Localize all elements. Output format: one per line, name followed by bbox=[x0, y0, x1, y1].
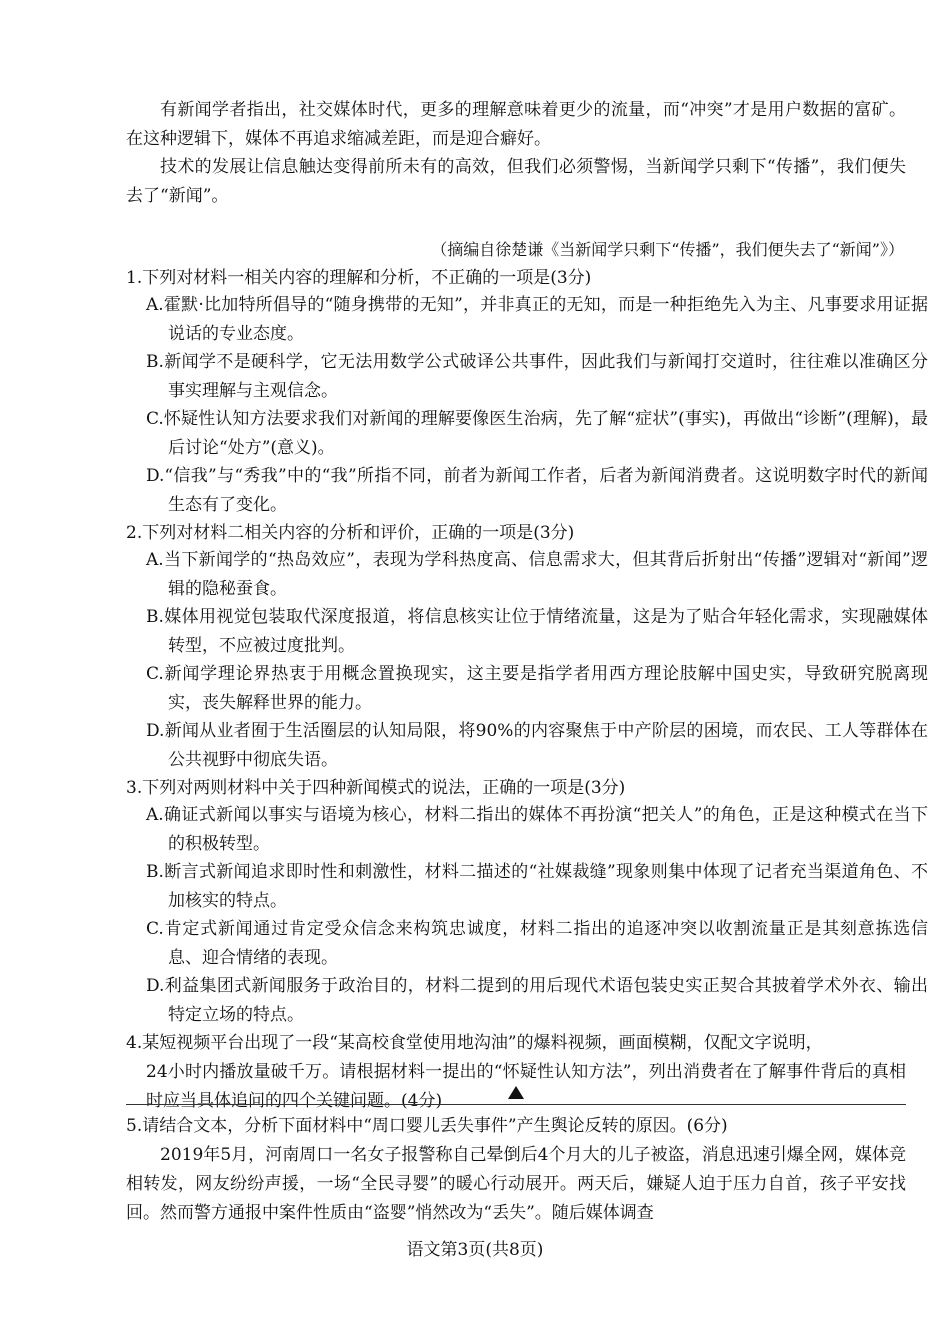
question-1-option-a: A.霍默·比加特所倡导的“随身携带的无知”，并非真正的无知，而是一种拒绝先入为主、凡事要求用证据说话的专业态度。 bbox=[146, 295, 928, 344]
material-paragraph-2: 技术的发展让信息触达变得前所未有的高效，但我们必须警惕，当新闻学只剩下“传播”，我们便失去了“新闻”。 bbox=[126, 157, 906, 206]
question-2-stem: 2.下列对材料二相关内容的分析和评价，正确的一项是(3分) bbox=[126, 523, 575, 543]
question-3-option-c: C.肯定式新闻通过肯定受众信念来构筑忠诚度，材料二指出的追逐冲突以收割流量正是其刻意拣选信息、迎合情绪的表现。 bbox=[146, 919, 928, 968]
question-1-option-c: C.怀疑性认知方法要求我们对新闻的理解要像医生治病，先了解“症状”(事实)，再做出“诊断”(理解)，最后讨论“处方”(意义)。 bbox=[146, 409, 928, 458]
material-source: （摘编自徐楚谦《当新闻学只剩下“传播”，我们便失去了“新闻”》） bbox=[431, 240, 904, 259]
question-2-option-a: A.当下新闻学的“热岛效应”，表现为学科热度高、信息需求大，但其背后折射出“传播”逻辑对“新闻”逻辑的隐秘蚕食。 bbox=[146, 550, 928, 599]
material-paragraph-1: 有新闻学者指出，社交媒体时代，更多的理解意味着更少的流量，而“冲突”才是用户数据的富矿。在这种逻辑下，媒体不再追求缩减差距，而是迎合癖好。 bbox=[126, 100, 906, 149]
question-3-stem: 3.下列对两则材料中关于四种新闻模式的说法，正确的一项是(3分) bbox=[126, 778, 626, 798]
question-5-material: 2019年5月，河南周口一名女子报警称自己晕倒后4个月大的儿子被盗，消息迅速引爆全网，媒体竞相转发，网友纷纷声援，一场“全民寻婴”的暖心行动展开。两天后，嫌疑人迫于压力自首，孩子平安找回。然而警方通报中案件性质由“盗婴”悄然改为“丢失”。随后媒体调查 bbox=[126, 1145, 906, 1223]
section-divider bbox=[126, 1104, 906, 1105]
question-2-option-c: C.新闻学理论界热衷于用概念置换现实，这主要是指学者用西方理论肢解中国史实，导致研究脱离现实，丧失解释世界的能力。 bbox=[146, 664, 928, 713]
question-5-stem: 5.请结合文本，分析下面材料中“周口婴儿丢失事件”产生舆论反转的原因。(6分) bbox=[126, 1116, 728, 1136]
question-4 bbox=[126, 1029, 906, 1116]
question-1-option-d: D.“信我”与“秀我”中的“我”所指不同，前者为新闻工作者，后者为新闻消费者。这说明数字时代的新闻生态有了变化。 bbox=[146, 466, 928, 515]
question-1-option-b: B.新闻学不是硬科学，它无法用数学公式破译公共事件，因此我们与新闻打交道时，往往难以准确区分事实理解与主观信念。 bbox=[146, 352, 928, 401]
question-1-stem: 1.下列对材料一相关内容的理解和分析，不正确的一项是(3分) bbox=[126, 268, 592, 288]
question-3-option-b: B.断言式新闻追求即时性和刺激性，材料二描述的“社媒裁缝”现象则集中体现了记者充当渠道角色、不加核实的特点。 bbox=[146, 862, 928, 911]
question-3-option-d: D.利益集团式新闻服务于政治目的，材料二提到的用后现代术语包装史实正契合其披着学术外衣、输出特定立场的特点。 bbox=[146, 976, 928, 1025]
question-4-line-1: 4.某短视频平台出现了一段“某高校食堂使用地沟油”的爆料视频，画面模糊，仅配文字说明， bbox=[126, 1033, 823, 1053]
question-2-option-b: B.媒体用视觉包装取代深度报道，将信息核实让位于情绪流量，这是为了贴合年轻化需求，实现融媒体转型，不应被过度批判。 bbox=[146, 607, 928, 656]
question-4-rest: 24小时内播放量破千万。请根据材料一提出的“怀疑性认知方法”，列出消费者在了解事件背后的真相时应当具体追问的四个关键问题。(4分) bbox=[146, 1062, 906, 1111]
triangle-up-icon bbox=[508, 1086, 524, 1099]
page-footer: 语文第3页(共8页) bbox=[406, 1240, 544, 1260]
question-2-option-d: D.新闻从业者囿于生活圈层的认知局限，将90%的内容聚焦于中产阶层的困境，而农民、工人等群体在公共视野中彻底失语。 bbox=[146, 721, 928, 770]
question-3-option-a: A.确证式新闻以事实与语境为核心，材料二指出的媒体不再扮演“把关人”的角色，正是这种模式在当下的积极转型。 bbox=[146, 805, 928, 854]
